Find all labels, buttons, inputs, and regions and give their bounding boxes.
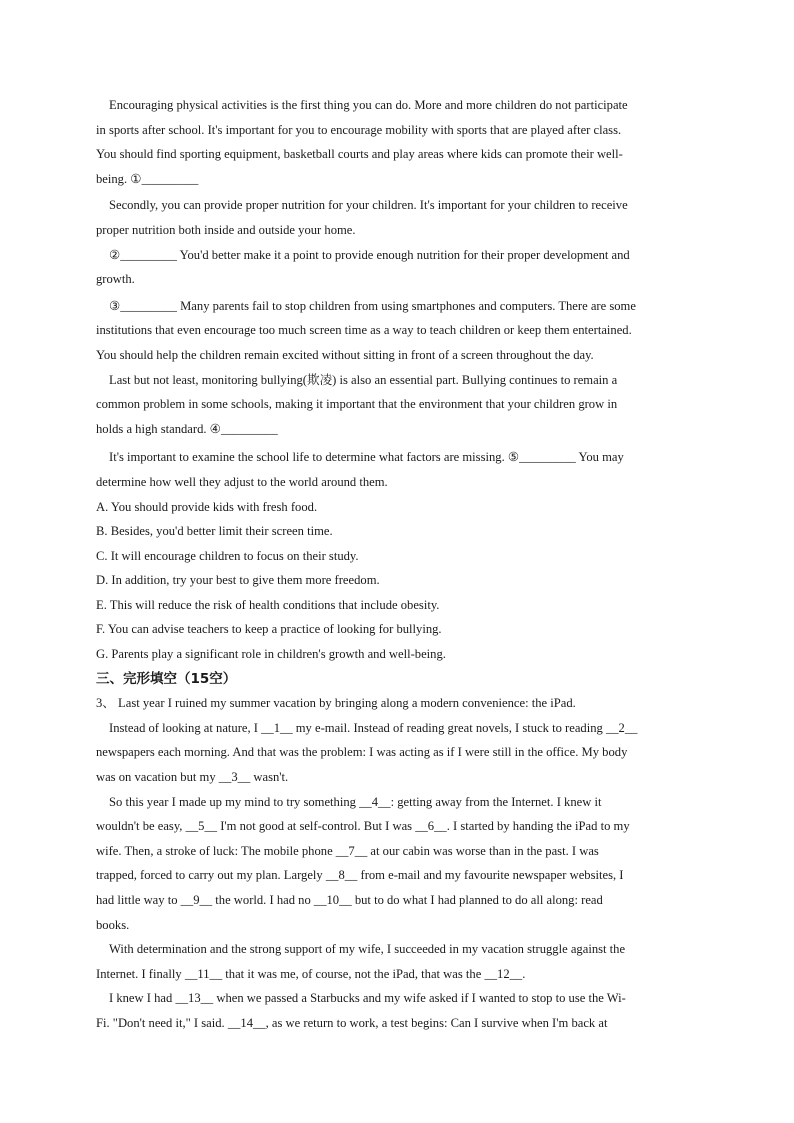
text-line-blank-1: being. ①_________	[96, 171, 199, 186]
text-line: Secondly, you can provide proper nutrition for your children. It's important for your children to receive	[109, 198, 628, 213]
text-line: common problem in some schools, making it important that the environment that your children grow in	[96, 397, 618, 412]
paragraph-bullying	[96, 368, 700, 442]
text-line: had little way to __9__ the world. I had no __10__ but to do what I had planned to do all along: read	[96, 893, 603, 907]
cloze-paragraph-4	[96, 986, 700, 1035]
text-line: books.	[96, 917, 130, 932]
text-line: determine how well they adjust to the world around them.	[96, 474, 388, 489]
text-line-blank-5: It's important to examine the school life to determine what factors are missing. ⑤_________ You may	[109, 450, 624, 465]
option-c: C. It will encourage children to focus on their study.	[96, 548, 359, 563]
option-b: B. Besides, you'd better limit their screen time.	[96, 524, 333, 539]
paragraph-physical-activities	[96, 93, 700, 191]
text-line: Last but not least, monitoring bullying(欺凌) is also an essential part. Bullying continues to remain a	[109, 372, 618, 387]
paragraph-school-life	[96, 445, 700, 494]
text-line: growth.	[96, 272, 135, 287]
text-line: Fi. "Don't need it," I said. __14__, as we return to work, a test begins: Can I survive when I'm back at	[96, 1015, 608, 1030]
document-page	[96, 93, 700, 1036]
paragraph-nutrition	[96, 193, 700, 242]
cloze-paragraph-3	[96, 937, 700, 986]
text-line: Instead of looking at nature, I __1__ my e-mail. Instead of reading great novels, I stuck to reading __2__	[109, 720, 638, 735]
text-line-blank-3: ③_________ Many parents fail to stop children from using smartphones and computers. There are some	[109, 298, 636, 313]
text-line-blank-4: holds a high standard. ④_________	[96, 421, 278, 436]
text-line: With determination and the strong support of my wife, I succeeded in my vacation struggle against the	[109, 942, 626, 957]
text-line: was on vacation but my __3__ wasn't.	[96, 770, 289, 785]
cloze-paragraph-1	[96, 716, 700, 790]
text-line: institutions that even encourage too much screen time as a way to teach children or keep them entertained.	[96, 323, 632, 338]
text-line: I knew I had __13__ when we passed a Starbucks and my wife asked if I wanted to stop to use the Wi-	[109, 991, 626, 1006]
text-line: So this year I made up my mind to try something __4__: getting away from the Internet. I knew it	[109, 794, 602, 809]
section-heading-cloze: 三、完形填空（15空）	[96, 670, 237, 687]
text-line: in sports after school. It's important for you to encourage mobility with sports that are played after class.	[96, 122, 622, 137]
text-line: wife. Then, a stroke of luck: The mobile phone __7__ at our cabin was worse than in the past. I was	[96, 843, 599, 858]
text-line: You should help the children remain excited without sitting in front of a screen throughout the day.	[96, 347, 594, 362]
text-line: trapped, forced to carry out my plan. Largely __8__ from e-mail and my favourite newspaper websites, I	[96, 868, 624, 883]
cloze-paragraph-2	[96, 790, 700, 938]
text-line: newspapers each morning. And that was the problem: I was acting as if I were still in the office. My body	[96, 745, 628, 760]
option-f: F. You can advise teachers to keep a practice of looking for bullying.	[96, 622, 442, 637]
text-line: wouldn't be easy, __5__ I'm not good at self-control. But I was __6__. I started by handing the iPad to my	[96, 819, 630, 834]
option-e: E. This will reduce the risk of health conditions that include obesity.	[96, 597, 440, 612]
text-line-blank-2: ②_________ You'd better make it a point to provide enough nutrition for their proper development and	[109, 247, 630, 262]
text-line: You should find sporting equipment, basketball courts and play areas where kids can promote their well-	[96, 147, 623, 162]
text-line: Internet. I finally __11__ that it was me, of course, not the iPad, that was the __12__.	[96, 966, 526, 981]
paragraph-blank-2	[96, 243, 700, 292]
text-line: Encouraging physical activities is the first thing you can do. More and more children do not participate	[109, 98, 628, 112]
option-a: A. You should provide kids with fresh food.	[96, 499, 318, 514]
option-d: D. In addition, try your best to give them more freedom.	[96, 573, 380, 588]
option-list	[96, 495, 700, 667]
text-line: proper nutrition both inside and outside your home.	[96, 222, 356, 237]
option-g: G. Parents play a significant role in children's growth and well-being.	[96, 647, 446, 662]
paragraph-screen-time	[96, 294, 700, 368]
question-intro: 3、 Last year I ruined my summer vacation by bringing along a modern convenience: the iPad.	[96, 696, 576, 711]
